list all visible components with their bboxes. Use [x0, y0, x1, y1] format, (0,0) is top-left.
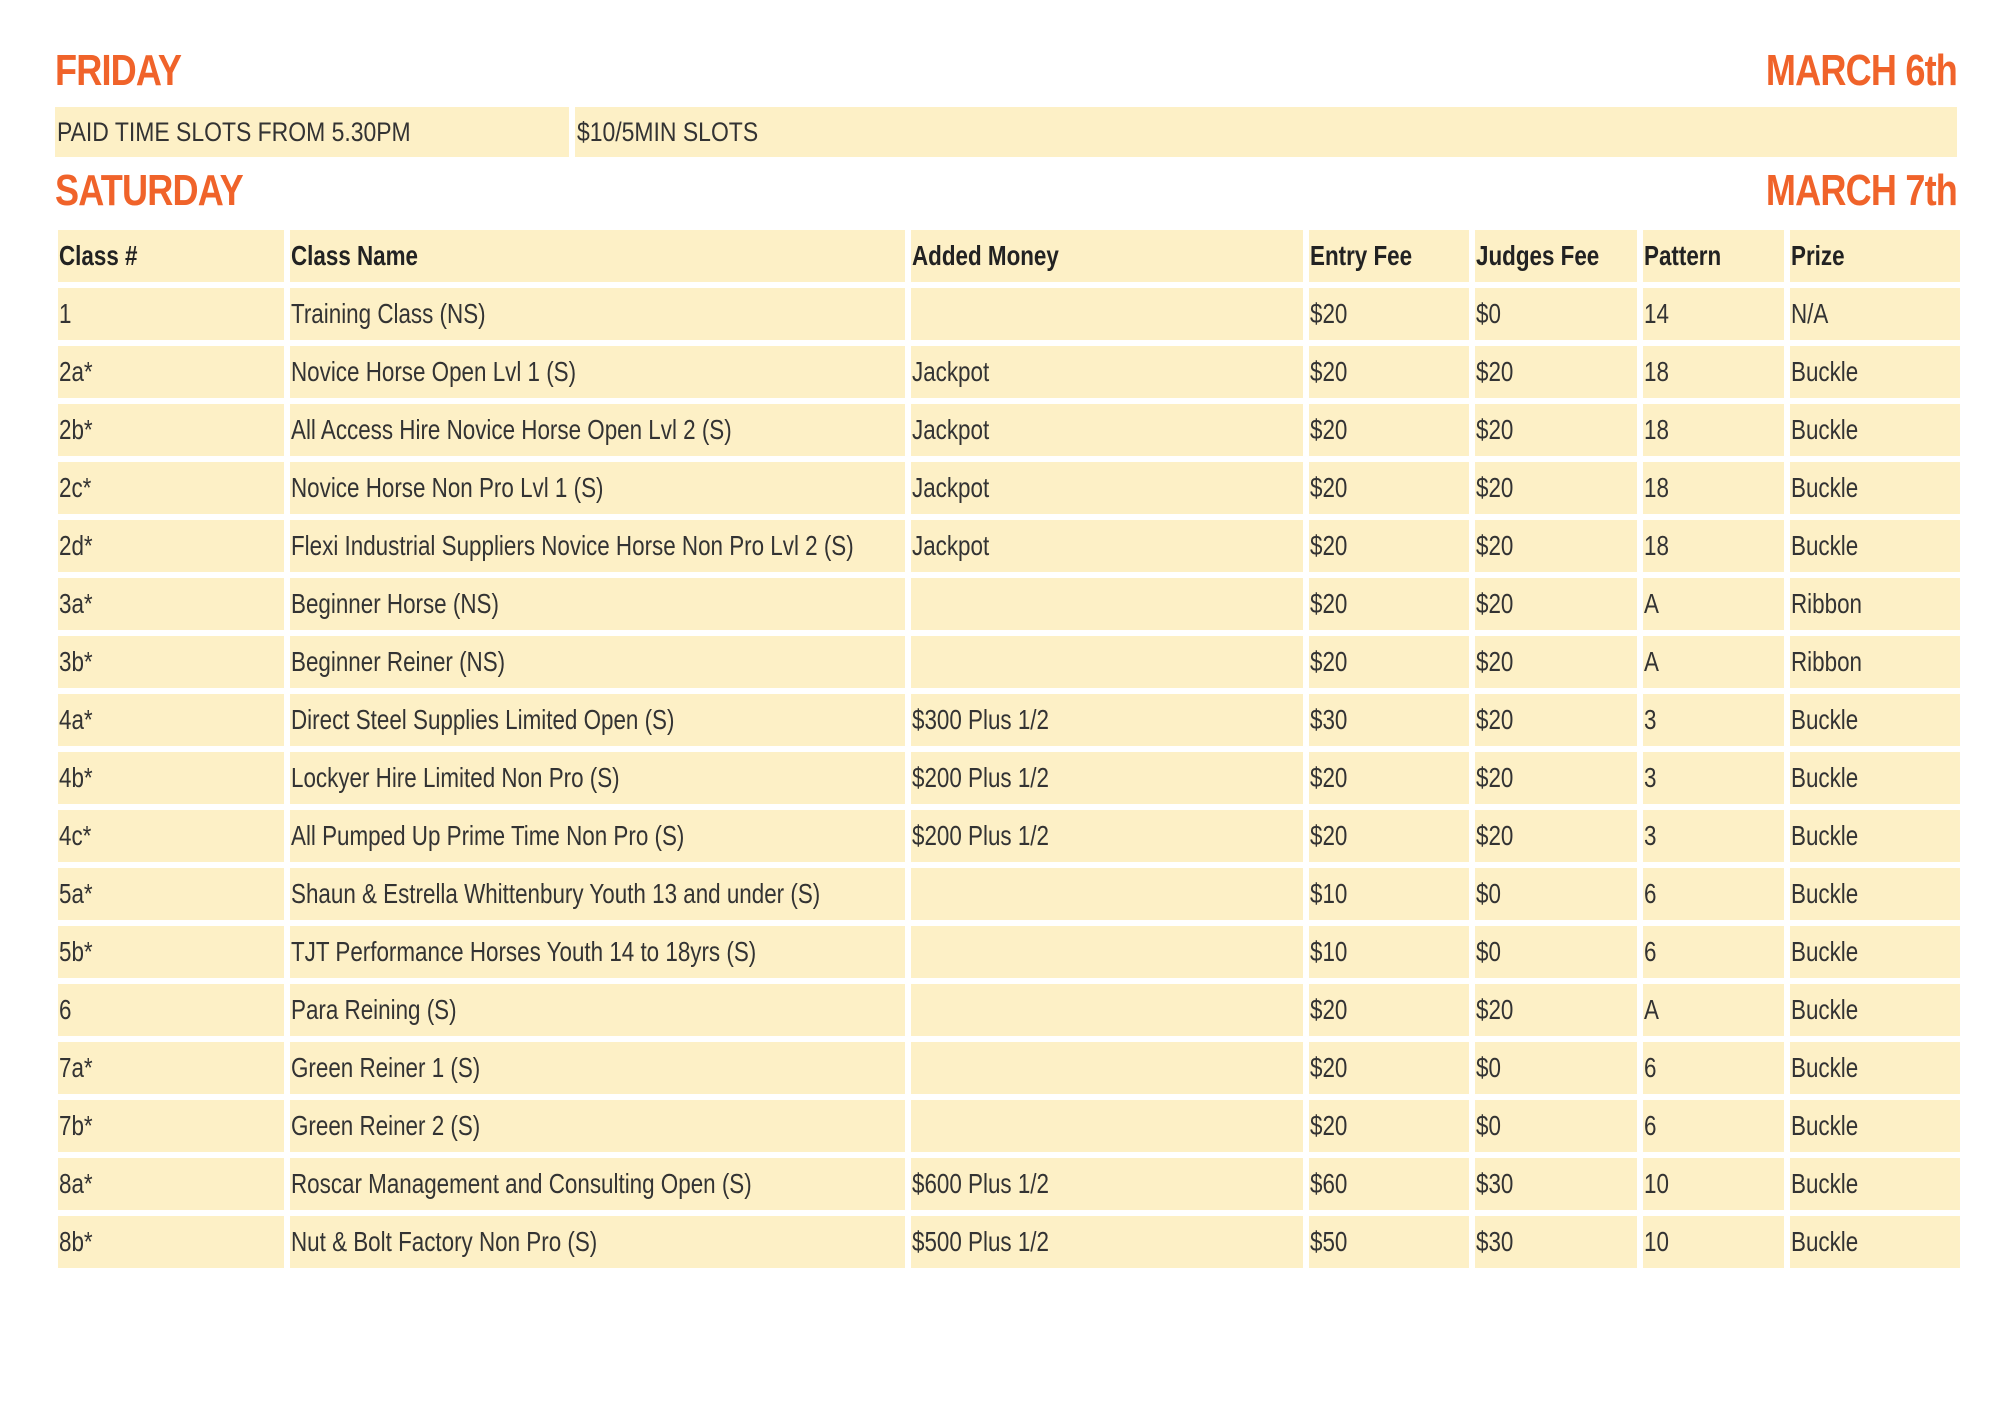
paid-slots-label: PAID TIME SLOTS FROM 5.30PM [57, 116, 411, 147]
header-pattern: Pattern [1643, 230, 1784, 282]
cell-prize: Buckle [1790, 810, 1960, 862]
cell-class-number: 8b* [58, 1216, 284, 1268]
cell-prize: Buckle [1790, 1100, 1960, 1152]
table-row [58, 810, 1960, 862]
cell-entry-fee: $20 [1309, 636, 1469, 688]
cell-class-number: 4c* [58, 810, 284, 862]
header-added-money: Added Money [911, 230, 1303, 282]
cell-judges-fee: $30 [1475, 1216, 1637, 1268]
cell-entry-fee: $20 [1309, 810, 1469, 862]
saturday-date: MARCH 7th [1765, 166, 1957, 215]
cell-added-money [911, 578, 1303, 630]
cell-class-name: Roscar Management and Consulting Open (S) [290, 1158, 905, 1210]
cell-pattern: 6 [1643, 1100, 1784, 1152]
table-row [58, 926, 1960, 978]
cell-added-money: $600 Plus 1/2 [911, 1158, 1303, 1210]
table-row [58, 1042, 1960, 1094]
table-row [58, 346, 1960, 398]
cell-entry-fee: $20 [1309, 288, 1469, 340]
cell-prize: Buckle [1790, 868, 1960, 920]
cell-entry-fee: $20 [1309, 984, 1469, 1036]
cell-judges-fee: $0 [1475, 1042, 1637, 1094]
cell-prize: Buckle [1790, 694, 1960, 746]
cell-prize: Buckle [1790, 752, 1960, 804]
cell-judges-fee: $0 [1475, 868, 1637, 920]
header-class-number: Class # [58, 230, 284, 282]
cell-prize: Ribbon [1790, 578, 1960, 630]
table-row [58, 520, 1960, 572]
cell-class-name: Direct Steel Supplies Limited Open (S) [290, 694, 905, 746]
cell-class-number: 3b* [58, 636, 284, 688]
cell-added-money: $500 Plus 1/2 [911, 1216, 1303, 1268]
friday-day-title: FRIDAY [55, 46, 182, 95]
table-row [58, 462, 1960, 514]
cell-prize: Buckle [1790, 404, 1960, 456]
cell-entry-fee: $20 [1309, 1100, 1469, 1152]
cell-class-name: Beginner Reiner (NS) [290, 636, 905, 688]
friday-header [55, 46, 1957, 96]
table-row [58, 1158, 1960, 1210]
cell-pattern: 6 [1643, 926, 1784, 978]
cell-class-name: Beginner Horse (NS) [290, 578, 905, 630]
cell-class-name: Flexi Industrial Suppliers Novice Horse Non Pro Lvl 2 (S) [290, 520, 905, 572]
cell-class-number: 7b* [58, 1100, 284, 1152]
cell-pattern: 10 [1643, 1216, 1784, 1268]
cell-class-number: 2d* [58, 520, 284, 572]
cell-added-money [911, 288, 1303, 340]
cell-pattern: 6 [1643, 868, 1784, 920]
cell-class-number: 2c* [58, 462, 284, 514]
cell-judges-fee: $20 [1475, 404, 1637, 456]
cell-entry-fee: $20 [1309, 520, 1469, 572]
cell-pattern: 6 [1643, 1042, 1784, 1094]
table-row [58, 1216, 1960, 1268]
cell-added-money [911, 1042, 1303, 1094]
cell-class-number: 4b* [58, 752, 284, 804]
cell-judges-fee: $20 [1475, 578, 1637, 630]
cell-class-name: Training Class (NS) [290, 288, 905, 340]
cell-pattern: 3 [1643, 810, 1784, 862]
cell-pattern: 3 [1643, 752, 1784, 804]
cell-pattern: 10 [1643, 1158, 1784, 1210]
cell-added-money: $200 Plus 1/2 [911, 752, 1303, 804]
cell-pattern: 18 [1643, 462, 1784, 514]
saturday-day-title: SATURDAY [55, 166, 243, 215]
cell-class-name: Novice Horse Non Pro Lvl 1 (S) [290, 462, 905, 514]
cell-pattern: A [1643, 636, 1784, 688]
cell-prize: Buckle [1790, 1158, 1960, 1210]
cell-judges-fee: $20 [1475, 636, 1637, 688]
cell-prize: Buckle [1790, 520, 1960, 572]
cell-added-money: Jackpot [911, 520, 1303, 572]
table-row [58, 752, 1960, 804]
cell-class-number: 2b* [58, 404, 284, 456]
cell-entry-fee: $50 [1309, 1216, 1469, 1268]
header-entry-fee: Entry Fee [1309, 230, 1469, 282]
table-row [58, 868, 1960, 920]
cell-class-name: All Access Hire Novice Horse Open Lvl 2 (S) [290, 404, 905, 456]
paid-slots-label-cell [55, 107, 569, 157]
cell-added-money [911, 1100, 1303, 1152]
cell-added-money [911, 984, 1303, 1036]
cell-class-number: 6 [58, 984, 284, 1036]
cell-added-money: $300 Plus 1/2 [911, 694, 1303, 746]
table-header-row [58, 230, 1960, 282]
cell-class-number: 5b* [58, 926, 284, 978]
cell-class-name: Green Reiner 1 (S) [290, 1042, 905, 1094]
cell-class-name: Shaun & Estrella Whittenbury Youth 13 and under (S) [290, 868, 905, 920]
cell-entry-fee: $60 [1309, 1158, 1469, 1210]
cell-pattern: 14 [1643, 288, 1784, 340]
cell-class-number: 3a* [58, 578, 284, 630]
cell-added-money: Jackpot [911, 462, 1303, 514]
cell-class-number: 7a* [58, 1042, 284, 1094]
cell-prize: Buckle [1790, 984, 1960, 1036]
cell-added-money: $200 Plus 1/2 [911, 810, 1303, 862]
cell-class-name: Para Reining (S) [290, 984, 905, 1036]
cell-class-number: 8a* [58, 1158, 284, 1210]
cell-entry-fee: $20 [1309, 752, 1469, 804]
saturday-header [55, 164, 1957, 218]
cell-class-number: 5a* [58, 868, 284, 920]
cell-judges-fee: $20 [1475, 520, 1637, 572]
paid-time-slots-row [55, 107, 1957, 157]
header-class-name: Class Name [290, 230, 905, 282]
header-prize: Prize [1790, 230, 1960, 282]
header-judges-fee: Judges Fee [1475, 230, 1637, 282]
cell-class-name: Novice Horse Open Lvl 1 (S) [290, 346, 905, 398]
cell-judges-fee: $0 [1475, 1100, 1637, 1152]
cell-class-name: TJT Performance Horses Youth 14 to 18yrs (S) [290, 926, 905, 978]
cell-added-money: Jackpot [911, 346, 1303, 398]
cell-pattern: 18 [1643, 404, 1784, 456]
paid-slots-price: $10/5MIN SLOTS [577, 116, 759, 147]
table-row [58, 636, 1960, 688]
cell-judges-fee: $0 [1475, 288, 1637, 340]
cell-entry-fee: $20 [1309, 462, 1469, 514]
cell-pattern: 18 [1643, 346, 1784, 398]
cell-judges-fee: $30 [1475, 1158, 1637, 1210]
cell-prize: Buckle [1790, 462, 1960, 514]
table-row [58, 1100, 1960, 1152]
cell-judges-fee: $20 [1475, 462, 1637, 514]
cell-entry-fee: $20 [1309, 404, 1469, 456]
cell-class-number: 4a* [58, 694, 284, 746]
cell-prize: Buckle [1790, 1216, 1960, 1268]
cell-class-name: Green Reiner 2 (S) [290, 1100, 905, 1152]
cell-entry-fee: $20 [1309, 1042, 1469, 1094]
cell-judges-fee: $20 [1475, 984, 1637, 1036]
cell-class-name: All Pumped Up Prime Time Non Pro (S) [290, 810, 905, 862]
cell-judges-fee: $20 [1475, 346, 1637, 398]
cell-added-money [911, 868, 1303, 920]
class-schedule-table [52, 224, 1966, 1274]
cell-pattern: 3 [1643, 694, 1784, 746]
cell-added-money [911, 926, 1303, 978]
table-row [58, 578, 1960, 630]
cell-prize: N/A [1790, 288, 1960, 340]
cell-entry-fee: $20 [1309, 346, 1469, 398]
cell-class-name: Lockyer Hire Limited Non Pro (S) [290, 752, 905, 804]
cell-added-money: Jackpot [911, 404, 1303, 456]
table-row [58, 984, 1960, 1036]
cell-judges-fee: $20 [1475, 752, 1637, 804]
cell-class-number: 1 [58, 288, 284, 340]
cell-judges-fee: $20 [1475, 694, 1637, 746]
cell-pattern: 18 [1643, 520, 1784, 572]
cell-class-name: Nut & Bolt Factory Non Pro (S) [290, 1216, 905, 1268]
table-row [58, 694, 1960, 746]
table-row [58, 288, 1960, 340]
cell-entry-fee: $30 [1309, 694, 1469, 746]
cell-entry-fee: $10 [1309, 868, 1469, 920]
cell-prize: Buckle [1790, 1042, 1960, 1094]
friday-date: MARCH 6th [1765, 46, 1957, 95]
cell-judges-fee: $0 [1475, 926, 1637, 978]
cell-class-number: 2a* [58, 346, 284, 398]
cell-added-money [911, 636, 1303, 688]
cell-prize: Buckle [1790, 346, 1960, 398]
cell-judges-fee: $20 [1475, 810, 1637, 862]
cell-pattern: A [1643, 578, 1784, 630]
table-row [58, 404, 1960, 456]
cell-entry-fee: $20 [1309, 578, 1469, 630]
cell-pattern: A [1643, 984, 1784, 1036]
paid-slots-price-cell [575, 107, 1957, 157]
cell-prize: Ribbon [1790, 636, 1960, 688]
cell-entry-fee: $10 [1309, 926, 1469, 978]
cell-prize: Buckle [1790, 926, 1960, 978]
